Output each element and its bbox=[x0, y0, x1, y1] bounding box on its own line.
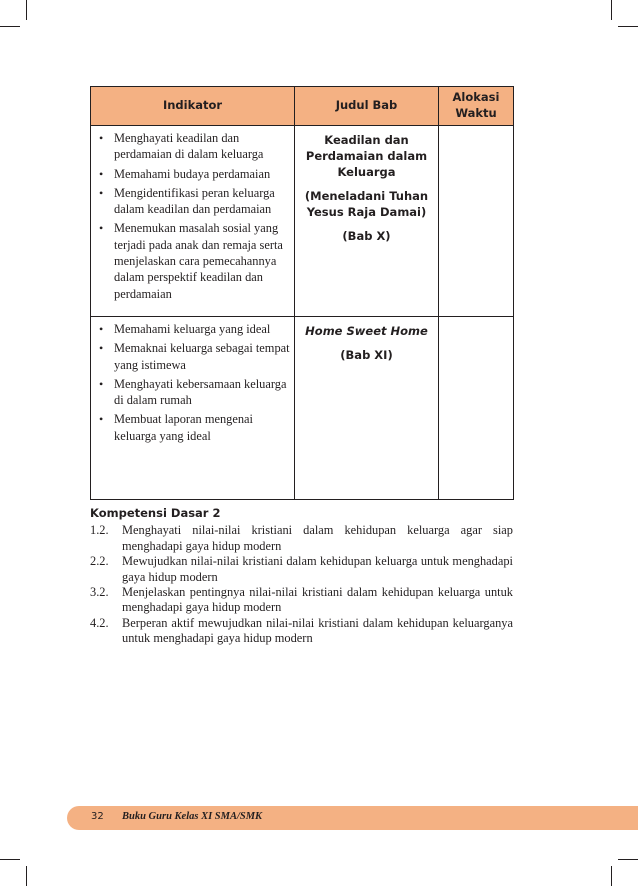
page-number: 32 bbox=[91, 811, 104, 822]
alokasi-cell bbox=[439, 317, 514, 500]
judul-bab-cell bbox=[295, 317, 439, 500]
indikator-list bbox=[97, 321, 290, 444]
judul-title: Home Sweet Home bbox=[305, 324, 428, 338]
judul-title: Keadilan dan Perdamaian dalam Keluarga bbox=[305, 133, 428, 179]
indikator-cell bbox=[91, 126, 295, 317]
crop-mark bbox=[618, 859, 638, 860]
kompetensi-item bbox=[90, 616, 513, 647]
list-item: • Memahami budaya perdamaian bbox=[97, 166, 290, 182]
kompetensi-text: Berperan aktif mewujudkan nilai-nilai kristiani dalam kehidupan keluarganya untuk menghadapi gaya hidup modern bbox=[122, 615, 513, 646]
book-title: Buku Guru Kelas XI SMA/SMK bbox=[122, 811, 263, 822]
kompetensi-text: Menjelaskan pentingnya nilai-nilai kristiani dalam kehidupan keluarga untuk menghadapi gaya hidup modern bbox=[122, 585, 513, 615]
kompetensi-item bbox=[90, 523, 513, 554]
list-item: • Memahami keluarga yang ideal bbox=[97, 321, 290, 337]
judul-bab-number: (Bab X) bbox=[342, 229, 391, 243]
crop-mark bbox=[611, 0, 612, 20]
crop-mark bbox=[611, 866, 612, 886]
list-item: • Mengidentifikasi peran keluarga dalam keadilan dan perdamaian bbox=[97, 185, 290, 218]
list-item: • Membuat laporan mengenai keluarga yang ideal bbox=[97, 411, 290, 444]
table-header-row bbox=[91, 87, 514, 126]
list-item: • Menemukan masalah sosial yang terjadi pada anak dan remaja serta menjelaskan cara pemecahannya dalam perspektif keadilan dan perdamaian bbox=[97, 220, 290, 301]
judul-bab-cell bbox=[295, 126, 439, 317]
table-row bbox=[91, 317, 514, 500]
kompetensi-text: Mewujudkan nilai-nilai kristiani dalam kehidupan keluarga untuk menghadapi gaya hidup modern bbox=[122, 554, 513, 584]
list-item: • Memaknai keluarga sebagai tempat yang istimewa bbox=[97, 340, 290, 373]
kompetensi-item bbox=[90, 554, 513, 585]
kompetensi-number: 4.2. bbox=[90, 615, 109, 630]
judul-bab-number: (Bab XI) bbox=[340, 348, 393, 362]
page-footer bbox=[67, 806, 638, 830]
crop-mark bbox=[0, 859, 20, 860]
kompetensi-dasar-section bbox=[90, 506, 513, 647]
kompetensi-number: 1.2. bbox=[90, 523, 109, 538]
kompetensi-item bbox=[90, 585, 513, 616]
kompetensi-title: Kompetensi Dasar 2 bbox=[90, 506, 221, 520]
list-item: • Menghayati kebersamaan keluarga di dalam rumah bbox=[97, 376, 290, 409]
alokasi-cell bbox=[439, 126, 514, 317]
indikator-table bbox=[90, 86, 514, 500]
kompetensi-number: 3.2. bbox=[90, 585, 109, 600]
kompetensi-text: Menghayati nilai-nilai kristiani dalam kehidupan keluarga agar siap menghadapi gaya hidup modern bbox=[122, 523, 513, 553]
header-judul-bab: Judul Bab bbox=[295, 87, 439, 126]
header-alokasi-waktu bbox=[439, 87, 514, 126]
crop-mark bbox=[0, 26, 20, 27]
header-indikator: Indikator bbox=[91, 87, 295, 126]
crop-mark bbox=[26, 0, 27, 20]
indikator-cell bbox=[91, 317, 295, 500]
judul-subtitle: (Meneladani Tuhan Yesus Raja Damai) bbox=[304, 189, 429, 219]
kompetensi-number: 2.2. bbox=[90, 554, 109, 569]
crop-mark bbox=[618, 26, 638, 27]
header-alokasi-line1: Alokasi bbox=[452, 90, 500, 105]
crop-mark bbox=[26, 866, 27, 886]
header-alokasi-line2: Waktu bbox=[455, 106, 497, 120]
list-item: • Menghayati keadilan dan perdamaian di dalam keluarga bbox=[97, 130, 290, 163]
table-row bbox=[91, 126, 514, 317]
indikator-list bbox=[97, 130, 290, 302]
